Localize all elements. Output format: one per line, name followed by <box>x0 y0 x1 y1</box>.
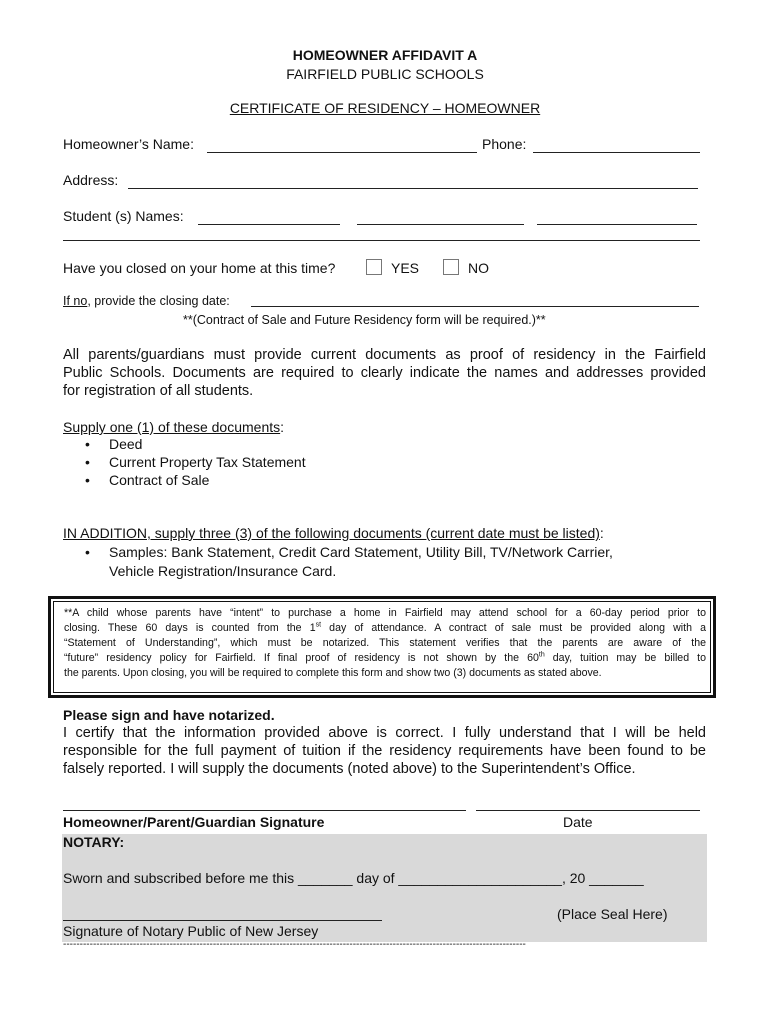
samples-line-2: Vehicle Registration/Insurance Card. <box>109 563 337 579</box>
notice-line-4a: “future” residency policy for Fairfield. If final proof of residency is not shown by the 60 <box>64 652 539 664</box>
homeowner-name-field[interactable] <box>207 152 477 153</box>
address-label: Address: <box>63 172 119 188</box>
intro-line-1: All parents/guardians must provide current documents as proof of residency in the Fairfield <box>63 347 706 363</box>
certification-heading: Please sign and have notarized. <box>63 707 275 723</box>
homeowner-name-label: Homeowner’s Name: <box>63 136 194 152</box>
supply-three-colon: : <box>599 525 604 541</box>
student-name-field-1[interactable] <box>198 224 340 225</box>
phone-label: Phone: <box>482 136 527 152</box>
student-name-field-extra[interactable] <box>63 240 700 241</box>
bullet-icon: • <box>85 436 90 452</box>
yes-label: YES <box>391 260 420 276</box>
intro-line-2: Public Schools. Documents are required to clearly indicate the names and addresses provided <box>63 365 706 381</box>
date-field[interactable] <box>476 810 700 811</box>
certification-line-3: falsely reported. I will supply the documents (noted above) to the Superintendent’s Office. <box>63 761 636 777</box>
phone-field[interactable] <box>533 152 700 153</box>
notice-line-4b: day, tuition may be billed to <box>544 652 706 664</box>
notice-line-5: the parents. Upon closing, you will be required to complete this form and show two (3) documents as stated above. <box>64 667 602 679</box>
signature-label: Homeowner/Parent/Guardian Signature <box>63 814 325 830</box>
contract-note: **(Contract of Sale and Future Residency form will be required.)** <box>183 313 546 327</box>
no-checkbox[interactable] <box>443 259 459 275</box>
document-tax-statement: Current Property Tax Statement <box>109 454 306 470</box>
supply-three-heading-text: IN ADDITION, supply three (3) of the following documents (current date must be listed) <box>63 525 600 541</box>
notice-line-1: **A child whose parents have “intent” to purchase a home in Fairfield may attend school for a 60-day period prior to <box>64 607 706 619</box>
intro-line-3: for registration of all students. <box>63 383 254 399</box>
closing-date-text: , provide the closing date: <box>87 294 230 308</box>
date-label: Date <box>563 814 593 830</box>
student-name-field-2[interactable] <box>357 224 524 225</box>
sworn-statement: Sworn and subscribed before me this _______ day of _____________________, 20 _______ <box>63 870 644 886</box>
notice-line-4 <box>64 651 706 666</box>
samples-line-1: Samples: Bank Statement, Credit Card Statement, Utility Bill, TV/Network Carrier, <box>109 544 613 560</box>
notary-signature-field[interactable] <box>63 920 382 921</box>
bullet-icon: • <box>85 454 90 470</box>
notary-signature-label: Signature of Notary Public of New Jersey <box>63 923 319 939</box>
notice-line-2b: day of attendance. A contract of sale must be provided along with a <box>321 622 706 634</box>
student-names-label: Student (s) Names: <box>63 208 184 224</box>
notary-heading: NOTARY: <box>63 834 125 850</box>
notice-line-4-sup: th <box>538 651 545 659</box>
district-name: FAIRFIELD PUBLIC SCHOOLS <box>286 66 484 82</box>
place-seal-label: (Place Seal Here) <box>557 906 668 922</box>
closing-date-label <box>63 294 230 308</box>
yes-checkbox[interactable] <box>366 259 382 275</box>
student-name-field-3[interactable] <box>537 224 697 225</box>
bullet-icon: • <box>85 472 90 488</box>
supply-one-heading-text: Supply one (1) of these documents <box>63 419 281 435</box>
supply-one-heading <box>63 419 284 435</box>
document-deed: Deed <box>109 436 143 452</box>
notice-line-3: “Statement of Understanding”, which must be notarized. This statement verifies that the parents are aware of the <box>64 637 706 649</box>
cut-line: ------------------------------------------------------------------------------------------------------------------------------------------- <box>63 939 526 950</box>
certification-line-1: I certify that the information provided above is correct. I fully understand that I will be held <box>63 725 706 741</box>
bullet-icon: • <box>85 544 90 560</box>
address-field[interactable] <box>128 188 698 189</box>
form-title: HOMEOWNER AFFIDAVIT A <box>292 47 478 63</box>
document-contract-of-sale: Contract of Sale <box>109 472 210 488</box>
if-no-text: If no <box>63 294 88 308</box>
closing-date-field[interactable] <box>251 306 699 307</box>
notice-line-2 <box>64 621 706 636</box>
closing-question: Have you closed on your home at this time? <box>63 260 336 276</box>
notice-line-2a: closing. These 60 days is counted from the 1 <box>64 622 316 634</box>
certificate-subtitle: CERTIFICATE OF RESIDENCY – HOMEOWNER <box>229 100 541 116</box>
signature-field[interactable] <box>63 810 466 811</box>
supply-one-colon: : <box>280 419 285 435</box>
notice-line-2-sup: st <box>315 621 322 629</box>
certification-line-2: responsible for the full payment of tuition if the residency requirements have been found to be <box>63 743 706 759</box>
supply-three-heading <box>63 525 604 541</box>
no-label: NO <box>468 260 489 276</box>
